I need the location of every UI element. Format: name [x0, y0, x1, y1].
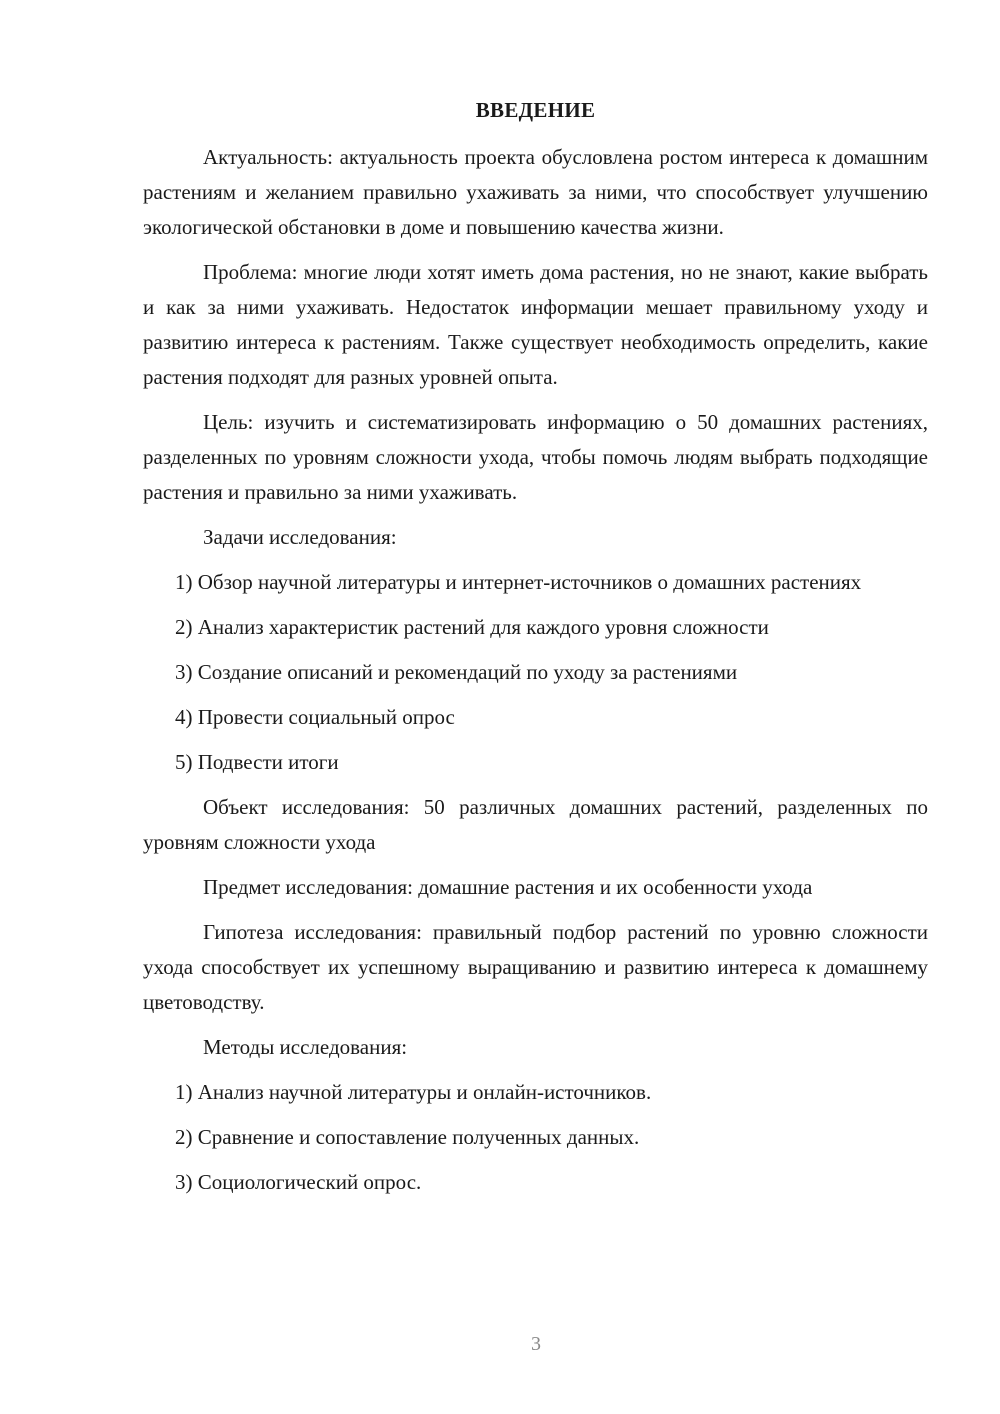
task-item: 1) Обзор научной литературы и интернет-источников о домашних растениях [175, 570, 862, 594]
task-item: 2) Анализ характеристик растений для каждого уровня сложности [175, 615, 769, 639]
problem-paragraph: Проблема: многие люди хотят иметь дома растения, но не знают, какие выбрать и как за ними ухаживать. Недостаток информации мешает правильному уходу и развитию интереса к растениям. Также существует необходимость определить, какие растения подходят для разных уровней опыта. [143, 260, 928, 389]
method-item: 1) Анализ научной литературы и онлайн-источников. [175, 1080, 652, 1104]
methods-title: Методы исследования: [203, 1035, 408, 1059]
page-content [143, 93, 928, 1210]
method-item: 2) Сравнение и сопоставление полученных данных. [175, 1125, 640, 1149]
task-item: 4) Провести социальный опрос [175, 705, 455, 729]
subject-paragraph: Предмет исследования: домашние растения и их особенности ухода [203, 875, 813, 899]
hypothesis-paragraph: Гипотеза исследования: правильный подбор растений по уровню сложности ухода способствует их успешному выращиванию и развитию интереса к домашнему цветоводству. [143, 920, 928, 1014]
tasks-title: Задачи исследования: [203, 525, 397, 549]
method-item: 3) Социологический опрос. [175, 1170, 422, 1194]
task-item: 3) Создание описаний и рекомендаций по уходу за растениями [175, 660, 738, 684]
page-heading: ВВЕДЕНИЕ [475, 98, 596, 122]
relevance-paragraph: Актуальность: актуальность проекта обусловлена ростом интереса к домашним растениям и желанием правильно ухаживать за ними, что способствует улучшению экологической обстановки в доме и повышению качества жизни. [143, 145, 928, 239]
object-paragraph: Объект исследования: 50 различных домашних растений, разделенных по уровням сложности ухода [143, 795, 928, 854]
goal-paragraph: Цель: изучить и систематизировать информацию о 50 домашних растениях, разделенных по уровням сложности ухода, чтобы помочь людям выбрать подходящие растения и правильно за ними ухаживать. [143, 410, 928, 504]
task-item: 5) Подвести итоги [175, 750, 339, 774]
page-number: 3 [531, 1333, 541, 1355]
